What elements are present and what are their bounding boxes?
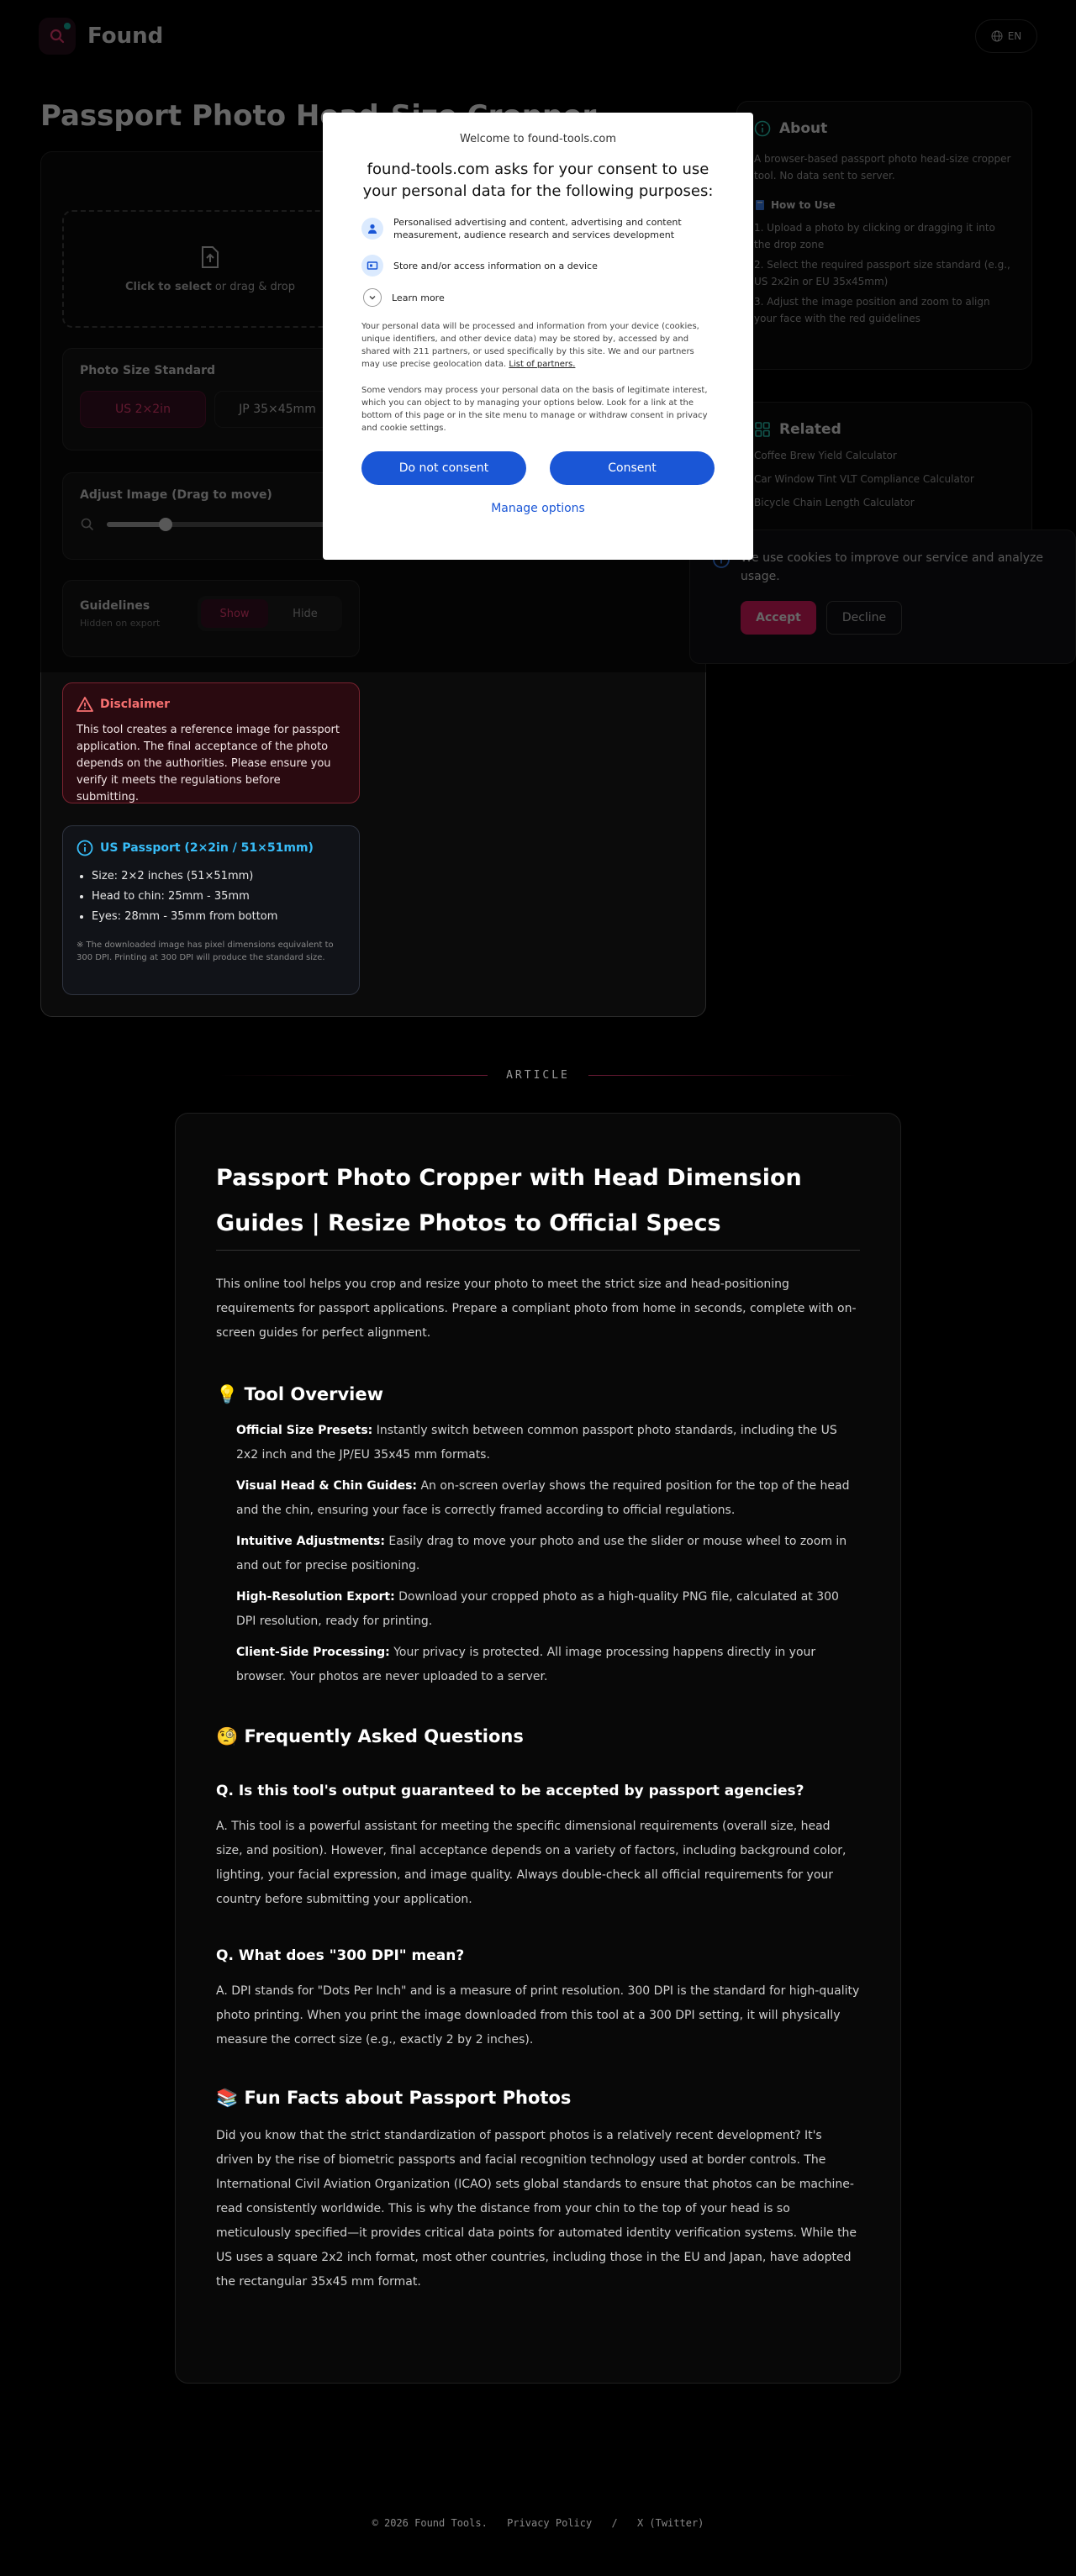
site-footer [0, 2517, 1076, 2529]
fun-facts-heading: 📚 Fun Facts about Passport Photos [216, 2088, 572, 2108]
faq-answer-2: A. DPI stands for "Dots Per Inch" and is a measure of print resolution. 300 DPI is the standard for high-quality photo printing. When you print the image downloaded from this tool at a 300 DPI setting, it will physically measure the correct size (e.g., exactly 2 by 2 inches). [216, 1984, 860, 2047]
faq-answer-1: A. This tool is a powerful assistant for meeting the specific dimensional requirements (overall size, head size, and position). However, final acceptance depends on a variety of factors, including background color, lighting, your facial expression, and image quality. Always double-check all official requirements for your country before submitting your application. [216, 1820, 847, 1906]
feature-list [216, 1419, 860, 1689]
consent-welcome: Welcome to found-tools.com [459, 133, 617, 145]
learn-more-label: Learn more [392, 292, 445, 303]
disclaimer-header [76, 697, 345, 712]
device-icon [361, 255, 383, 277]
partners-link[interactable]: List of partners. [509, 360, 576, 369]
feature-text: Instantly switch between common passport photo standards, including the US 2x2 inch and the JP/EU 35x45 mm formats. [236, 1424, 837, 1462]
feature-item [236, 1474, 860, 1523]
twitter-link[interactable]: X (Twitter) [636, 2517, 704, 2529]
consent-purpose-ads-text: Personalised advertising and content, advertising and content measurement, audience research and services development [393, 217, 682, 240]
article-label: ARTICLE [506, 1069, 570, 1082]
warning-icon [76, 697, 93, 712]
consent-purpose-storage-text: Store and/or access information on a device [393, 260, 598, 271]
faq-question-1: Q. Is this tool's output guaranteed to be accepted by passport agencies? [216, 1783, 804, 1799]
person-icon [361, 218, 383, 240]
consent-paragraph-2: Some vendors may process your personal data on the basis of legitimate interest, which you can object to by managing your options below. Look for a link at the bottom of this page or in the site menu to manage or withdraw consent in privacy and cookie settings. [361, 386, 708, 433]
list-item: • Eyes: 28mm - 35mm from bottom [92, 907, 345, 927]
feature-item [236, 1530, 860, 1578]
privacy-policy-link[interactable]: Privacy Policy [507, 2517, 593, 2529]
disclaimer-title: Disclaimer [100, 698, 171, 711]
article-divider [0, 1069, 1076, 1082]
feature-name: High-Resolution Export: [236, 1590, 395, 1604]
feature-item [236, 1419, 860, 1467]
article-title: Passport Photo Cropper with Head Dimension Guides | Resize Photos to Official Specs [216, 1156, 860, 1251]
consent-paragraph-1-text: Your personal data will be processed and information from your device (cookies, unique identifiers, and other device data) may be stored by, accessed by and shared with 211 partners, or used specifically by this site. We and our partners may use precise geolocation data. [361, 322, 699, 369]
consent-dialog [323, 113, 753, 560]
feature-text: An on-screen overlay shows the required position for the top of the head and the chin, ensuring your face is correctly framed according to official regulations. [236, 1479, 850, 1517]
faq-question-2: Q. What does "300 DPI" mean? [216, 1947, 465, 1964]
consent-button[interactable]: Consent [550, 451, 715, 485]
feature-item [236, 1585, 860, 1634]
feature-text: Your privacy is protected. All image processing happens directly in your browser. Your photos are never uploaded to a server. [236, 1646, 816, 1683]
feature-name: Intuitive Adjustments: [236, 1535, 385, 1548]
divider-line-left [219, 1075, 488, 1076]
info-icon [76, 840, 93, 856]
feature-name: Client-Side Processing: [236, 1646, 390, 1659]
consent-purpose-ads [361, 216, 715, 241]
disclaimer-body: This tool creates a reference image for passport application. The final acceptance of the photo depends on the authorities. Please ensure you verify it meets the regulations before submitting. [76, 724, 340, 803]
article-card [175, 1113, 901, 2384]
fun-facts-text: Did you know that the strict standardization of passport photos is a relatively recent development? It's driven by the rise of biometric passports and facial recognition technology used at border controls. The International Civil Aviation Organization (ICAO) sets global standards to ensure that photos can be machine-read consistently worldwide. This is why the distance from your chin to the top of your head is so meticulously specified—it provides critical data points for automated identity verification systems. While the US uses a square 2x2 inch format, most other countries, including those in the EU and Japan, have adopted the rectangular 35x45 mm format. [216, 2129, 857, 2289]
list-item: • Head to chin: 25mm - 35mm [92, 887, 345, 907]
us-passport-note: ※ The downloaded image has pixel dimensions equivalent to 300 DPI. Printing at 300 DPI will produce the standard size. [76, 940, 334, 962]
us-passport-list [76, 867, 345, 927]
chevron-down-icon [363, 288, 382, 307]
us-passport-title: US Passport (2×2in / 51×51mm) [100, 841, 314, 855]
us-passport-header [76, 840, 345, 856]
consent-paragraph-1 [361, 320, 715, 371]
learn-more-toggle[interactable] [361, 288, 715, 307]
consent-buttons [361, 451, 715, 485]
feature-name: Visual Head & Chin Guides: [236, 1479, 418, 1493]
do-not-consent-button[interactable]: Do not consent [361, 451, 526, 485]
disclaimer-box [62, 682, 360, 803]
manage-options-link[interactable]: Manage options [491, 502, 585, 515]
feature-text: Easily drag to move your photo and use the slider or mouse wheel to zoom in and out for precise positioning. [236, 1535, 847, 1572]
us-passport-info [62, 825, 360, 995]
feature-text: Download your cropped photo as a high-quality PNG file, calculated at 300 DPI resolution, ready for printing. [236, 1590, 839, 1628]
divider-line-right [588, 1075, 857, 1076]
consent-purpose-storage [361, 255, 715, 277]
faq-heading: 🧐 Frequently Asked Questions [216, 1726, 524, 1746]
footer-copyright: © 2026 Found Tools. [372, 2517, 488, 2529]
article-intro: This online tool helps you crop and resize your photo to meet the strict size and head-positioning requirements for passport applications. Prepare a compliant photo from home in seconds, complete with on-screen guides for perfect alignment. [216, 1277, 857, 1340]
feature-item [236, 1641, 860, 1689]
feature-name: Official Size Presets: [236, 1424, 373, 1437]
consent-title: found-tools.com asks for your consent to use your personal data for the following purposes: [362, 161, 714, 200]
list-item: • Size: 2×2 inches (51×51mm) [92, 867, 345, 887]
footer-separator: / [611, 2517, 618, 2529]
tool-overview-heading: 💡 Tool Overview [216, 1384, 384, 1404]
